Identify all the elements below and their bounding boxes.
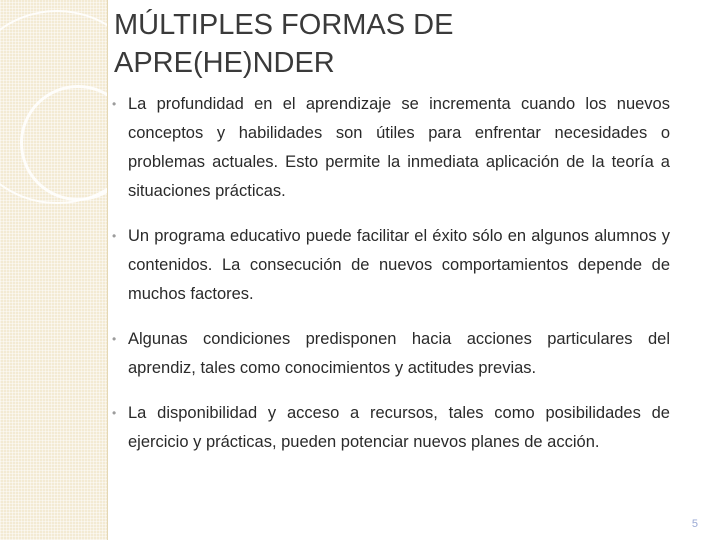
page-number: 5 <box>691 518 698 530</box>
bullet-dot-icon: • <box>112 332 117 346</box>
bullet-item <box>108 325 670 383</box>
bullet-item <box>108 399 670 457</box>
bullet-text: Algunas condiciones predisponen hacia acciones particulares del aprendiz, tales como conocimientos y actitudes previas. <box>128 330 670 377</box>
bullet-dot-icon: • <box>112 97 117 111</box>
slide-title: MÚLTIPLES FORMAS DE APRE(HE)NDER <box>114 9 454 79</box>
bullet-list <box>108 90 670 473</box>
bullet-text: Un programa educativo puede facilitar el éxito sólo en algunos alumnos y contenidos. La consecución de nuevos comportamientos depende de muchos factores. <box>128 227 670 303</box>
bullet-dot-icon: • <box>112 229 117 243</box>
bullet-text: La profundidad en el aprendizaje se incrementa cuando los nuevos conceptos y habilidades son útiles para enfrentar necesidades o problemas actuales. Esto permite la inmediata aplicación de la teoría a situaciones prácticas. <box>128 95 670 200</box>
bullet-item <box>108 222 670 309</box>
bullet-text: La disponibilidad y acceso a recursos, tales como posibilidades de ejercicio y prácticas, pueden potenciar nuevos planes de acción. <box>128 404 670 451</box>
decorative-sidebar <box>0 0 107 540</box>
bullet-dot-icon: • <box>112 406 117 420</box>
bullet-item <box>108 90 670 206</box>
